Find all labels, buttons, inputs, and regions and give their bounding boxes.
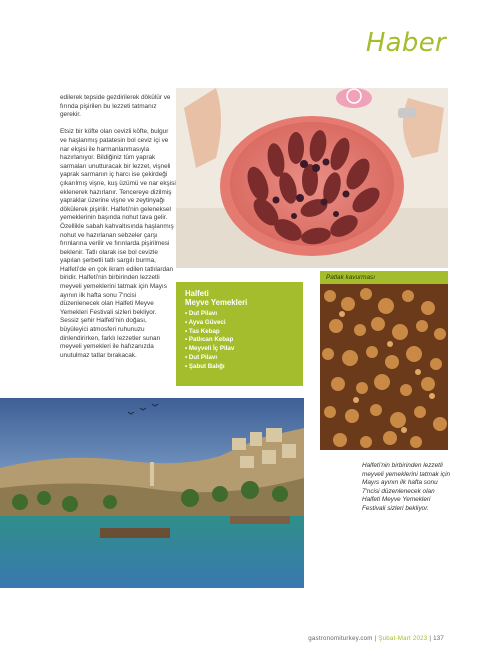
- list-item: • Meyveli İç Pilav: [185, 345, 235, 353]
- patlak-illustration: [320, 284, 448, 450]
- article-body: [60, 94, 176, 369]
- list-item: • Dut Pilavı: [185, 310, 218, 317]
- footer-separator: |: [374, 635, 377, 642]
- list-item: • Şabut Balığı: [185, 362, 225, 370]
- halfeti-illustration: [0, 398, 304, 588]
- page-footer: [308, 635, 444, 642]
- photo-kofte-bowl: [176, 88, 448, 268]
- article-paragraph: Etsiz bir köfte olan cevizli köfte, bulgur ve haşlanmış patatesin bol ceviz içi ve nar ekşisi ile harmanlanmasıyla hazırlanıyor. Bildiğiniz tüm yaprak sarmaları unutturacak bir lezzet, vişneli yaprak sarmanın iç harcı ise çekirdeği çıkarılmış vişne, kuş üzümü ve nar ekşisi eklenerek hazırlanır. Tencereye dizilmiş yapraklar üzerine vişne ve zeytinyağı dökülerek pişirilir. Halfeti'nin geleneksel yemeklerinin başında nohut tava gelir. Özellikle sabah kahvaltısında haşlanmış nohut ve hazırlanan sebzeler çarşı fırınlarına verilir ve fırınlarda pişirilmesi beklenir. Tatlı olarak ise bol cevizle yapılan şerbetli tatlı sargılı burma, Halfeti'de en çok ikram edilen tatlılardan biridir. Halfeti'nin birbirinden lezzetli meyveli yemeklerini tatmak için Mayıs ayının ilk hafta sonu 7'ncisi düzenlenecek olan Halfeti Meyve Yemekleri Festivali sizleri bekliyor. Sessiz şehir Halfeti'nin doğası, büyüleyici atmosferi ruhunuzu dinlendirirken, farklı lezzetler sunan meyveli yemekleri ile hafızanızda unutulmaz tatlar bırakacak.: [60, 128, 176, 359]
- fruit-dishes-box: [176, 282, 303, 386]
- section-title: Haber: [365, 28, 446, 58]
- footer-site: gastronomiturkey.com: [308, 635, 373, 642]
- photo-caption-tag: Patlak kavurması: [320, 271, 448, 284]
- list-item: • Tas Kebap: [185, 327, 220, 335]
- fruit-box-title-line1: Halfeti: [185, 289, 209, 298]
- side-caption: Halfeti'nin birbirinden lezzetli meyveli yemeklerini tatmak için Mayıs ayının ilk hafta sonu 7'ncisi düzenlenecek olan Halfeti Meyve Yemekleri Festivali sizleri bekliyor.: [362, 462, 451, 512]
- footer-separator: |: [429, 635, 432, 642]
- list-item: • Patlıcan Kebap: [185, 336, 234, 344]
- list-item: • Ayva Güveci: [185, 318, 226, 326]
- kofte-bowl-illustration: [176, 88, 448, 268]
- page-number: 137: [433, 635, 444, 642]
- article-paragraph: edilerek tepside gezdirilerek dökülür ve fırında pişirilen bu lezzeti tatmanız gerekir.: [60, 94, 171, 119]
- photo-patlak-kavurmasi: [320, 284, 448, 450]
- fruit-box-title-line2: Meyve Yemekleri: [185, 298, 248, 307]
- fruit-dishes-list: [185, 310, 294, 372]
- list-item: • Dut Pilavı: [185, 353, 218, 361]
- footer-issue: Şubat-Mart 2023: [378, 635, 428, 642]
- photo-halfeti-landscape: [0, 398, 304, 588]
